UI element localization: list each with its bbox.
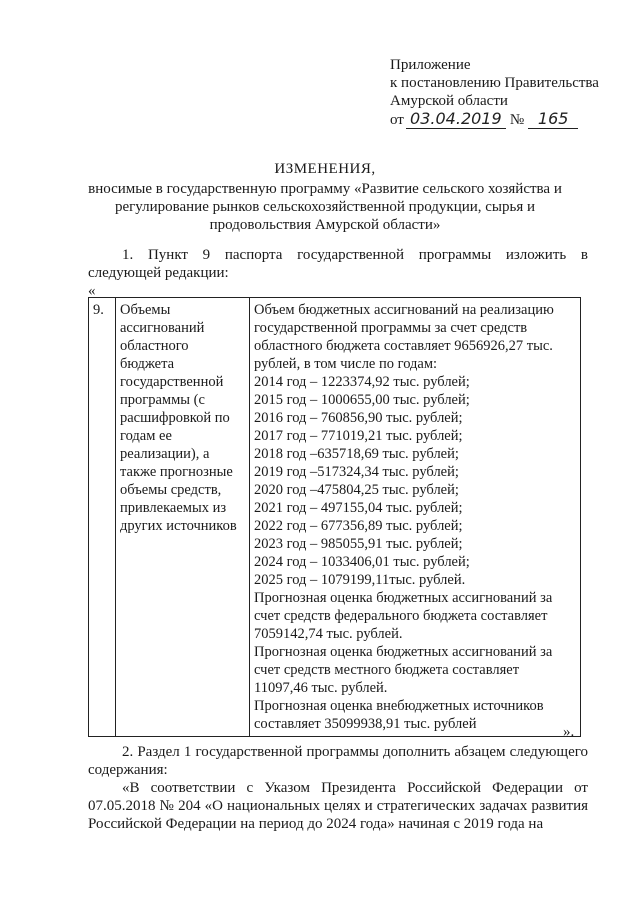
item-name-line: также прогнозные — [120, 464, 233, 480]
value-line: Прогнозная оценка внебюджетных источников — [254, 698, 544, 714]
heading-line-2: регулирование рынков сельскохозяйственной продукции, сырья и — [114, 199, 536, 215]
appendix-region: Амурской области — [390, 93, 508, 109]
item-name-line: программы (с — [120, 392, 205, 408]
close-quote: ». — [563, 724, 575, 740]
heading-line-3: продовольствия Амурской области» — [209, 217, 441, 233]
handwritten-number: 165 — [528, 110, 578, 129]
value-line: 7059142,74 тыс. рублей. — [254, 626, 403, 642]
item-name-line: бюджета — [120, 356, 175, 372]
item-name-line: привлекаемых из — [120, 500, 227, 516]
appendix-label: Приложение — [390, 57, 471, 73]
item-value-cell — [250, 298, 581, 737]
value-line: 2024 год – 1033406,01 тыс. рублей; — [254, 554, 470, 570]
value-line: 2022 год – 677356,89 тыс. рублей; — [254, 518, 463, 534]
open-quote: « — [88, 283, 96, 299]
value-line: областного бюджета составляет 9656926,27 тыс. — [254, 338, 553, 354]
item-name-line: Объемы — [120, 302, 171, 318]
passport-table — [88, 297, 581, 737]
value-line: государственной программы за счет средств — [254, 320, 528, 336]
table-row — [89, 298, 581, 737]
item-name-line: ассигнований — [120, 320, 205, 336]
paragraph-1: 1. Пункт 9 паспорта государственной программы изложить в следующей редакции: — [88, 247, 588, 281]
value-line: Прогнозная оценка бюджетных ассигнований за — [254, 590, 553, 606]
heading-line-1: вносимые в государственную программу «Развитие сельского хозяйства и — [88, 181, 562, 197]
value-line: Объем бюджетных ассигнований на реализацию — [254, 302, 554, 318]
value-line: 2017 год – 771019,21 тыс. рублей; — [254, 428, 463, 444]
value-line: 2020 год –475804,25 тыс. рублей; — [254, 482, 459, 498]
appendix-block — [390, 56, 599, 129]
item-name-line: других источников — [120, 518, 237, 534]
value-line: 2015 год – 1000655,00 тыс. рублей; — [254, 392, 470, 408]
date-prefix: от — [390, 112, 404, 128]
value-line: 2018 год –635718,69 тыс. рублей; — [254, 446, 459, 462]
heading-title: ИЗМЕНЕНИЯ, — [274, 161, 376, 177]
value-line: 11097,46 тыс. рублей. — [254, 680, 388, 696]
appendix-date-line — [390, 110, 599, 129]
value-line: 2021 год – 497155,04 тыс. рублей; — [254, 500, 463, 516]
number-prefix: № — [509, 112, 525, 128]
value-line: 2016 год – 760856,90 тыс. рублей; — [254, 410, 463, 426]
value-line: 2025 год – 1079199,11тыс. рублей. — [254, 572, 466, 588]
item-name-line: областного — [120, 338, 189, 354]
value-line: рублей, в том числе по годам: — [254, 356, 438, 372]
value-line: счет средств местного бюджета составляет — [254, 662, 520, 678]
value-line: 2023 год – 985055,91 тыс. рублей; — [254, 536, 463, 552]
item-name-line: расшифровкой по — [120, 410, 230, 426]
value-line: 2019 год –517324,34 тыс. рублей; — [254, 464, 459, 480]
item-number: 9. — [89, 298, 116, 737]
item-name-line: годам ее — [120, 428, 172, 444]
appendix-resolution: к постановлению Правительства — [390, 75, 599, 91]
item-name-cell — [116, 298, 250, 737]
value-line: Прогнозная оценка бюджетных ассигнований за — [254, 644, 553, 660]
document-heading — [60, 160, 590, 234]
item-name-line: реализации), а — [120, 446, 210, 462]
item-name-line: объемы средств, — [120, 482, 222, 498]
paragraph-2: 2. Раздел 1 государственной программы дополнить абзацем следующего содержания: — [88, 744, 588, 778]
value-line: 2014 год – 1223374,92 тыс. рублей; — [254, 374, 470, 390]
value-line: счет средств федерального бюджета составляет — [254, 608, 548, 624]
value-line: составляет 35099938,91 тыс. рублей — [254, 716, 477, 732]
handwritten-date: 03.04.2019 — [406, 110, 506, 129]
item-name-line: государственной — [120, 374, 224, 390]
paragraph-3: «В соответствии с Указом Президента Российской Федерации от 07.05.2018 № 204 «О национальных целях и стратегических задачах развития Российской Федерации на период до 2024 года» начиная с 2019 года на — [88, 780, 588, 832]
